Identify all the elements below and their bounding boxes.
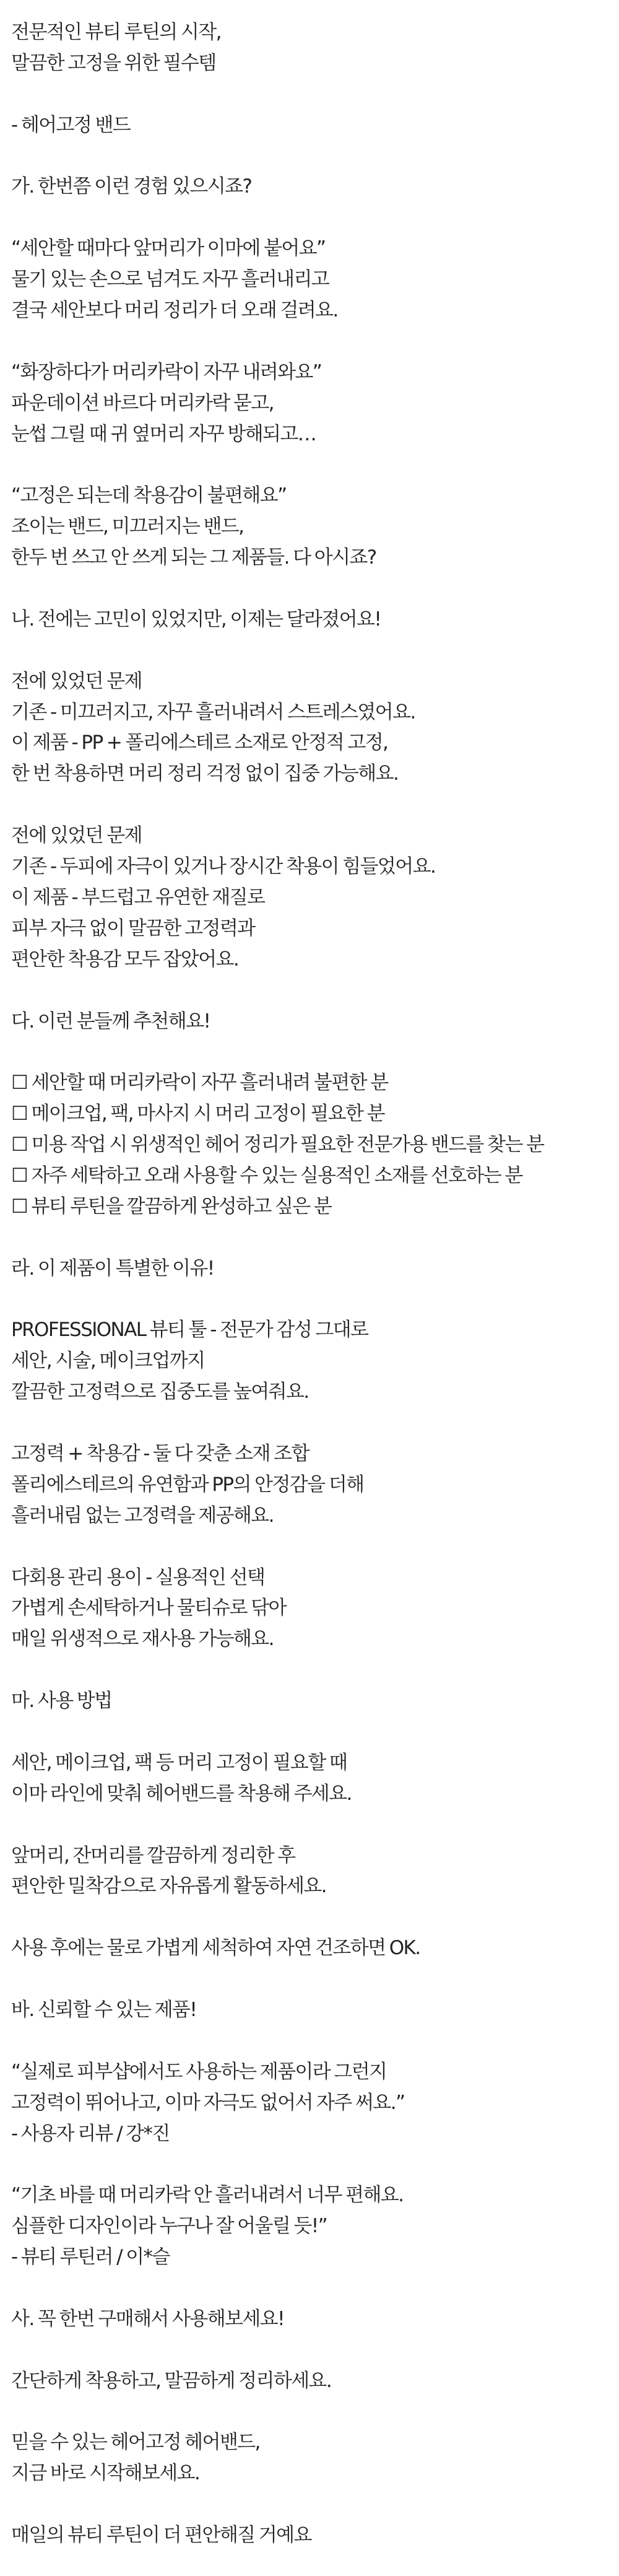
paragraph [11,1563,619,1656]
paragraph [11,666,619,790]
text-line: “실제로 피부샵에서도 사용하는 제품이라 그런지 [11,2060,387,2083]
text-line: 매일의 뷰티 루틴이 더 편안해질 거예요 [11,2524,311,2547]
text-line: ☐ 세안할 때 머리카락이 자꾸 흘러내려 불편한 분 [11,1072,388,1094]
text-line: 조이는 밴드, 미끄러지는 밴드, [11,515,244,538]
text-line: - 헤어고정 밴드 [11,113,131,136]
text-line: 앞머리, 잔머리를 깔끔하게 정리한 후 [11,1844,295,1867]
paragraph [11,234,619,326]
text-line: 말끔한 고정을 위한 필수템 [11,51,216,74]
paragraph [11,2520,619,2551]
paragraph [11,1748,619,1810]
text-line: 전문적인 뷰티 루틴의 시작, [11,21,221,43]
text-line: 한두 번 쓰고 안 쓰게 되는 그 제품들. 다 아시죠? [11,546,376,569]
text-line: 다. 이런 분들께 추천해요! [11,1010,210,1033]
paragraph [11,1439,619,1532]
text-line: 파운데이션 바르다 머리카락 묻고, [11,391,274,414]
text-line: - 뷰티 루틴러 / 이*슬 [11,2246,170,2269]
paragraph [11,1006,619,1037]
paragraph [11,2366,619,2397]
paragraph [11,605,619,635]
paragraph [11,1686,619,1717]
paragraph [11,1315,619,1408]
paragraph [11,2427,619,2489]
text-line: 나. 전에는 고민이 있었지만, 이제는 달라졌어요! [11,608,381,631]
paragraph [11,1254,619,1285]
text-line: 기존 - 미끄러지고, 자꾸 흘러내려서 스트레스였어요. [11,701,415,723]
text-line: 세안, 메이크업, 팩 등 머리 고정이 필요할 때 [11,1751,347,1774]
text-line: ☐ 뷰티 루틴을 깔끔하게 완성하고 싶은 분 [11,1195,332,1218]
text-line: 한 번 착용하면 머리 정리 걱정 없이 집중 가능해요. [11,762,399,785]
text-line: 이 제품 - 부드럽고 유연한 재질로 [11,886,265,909]
text-line: 가볍게 손세탁하거나 물티슈로 닦아 [11,1597,286,1620]
text-line: 편안한 착용감 모두 잡았어요. [11,948,239,971]
paragraph [11,357,619,450]
paragraph [11,172,619,203]
text-line: 사. 꼭 한번 구매해서 사용해보세요! [11,2307,284,2330]
text-line: 간단하게 착용하고, 말끔하게 정리하세요. [11,2369,332,2392]
text-line: 고정력 + 착용감 - 둘 다 갖춘 소재 조합 [11,1442,309,1465]
paragraph [11,1933,619,1964]
text-line: “화장하다가 머리카락이 자꾸 내려와요” [11,360,322,383]
paragraph [11,2180,619,2273]
text-line: 고정력이 뛰어나고, 이마 자극도 없어서 자주 써요.” [11,2091,405,2114]
text-line: 눈썹 그릴 때 귀 옆머리 자꾸 방해되고… [11,422,316,445]
text-line: 라. 이 제품이 특별한 이유! [11,1257,214,1280]
paragraph [11,481,619,574]
text-line: - 사용자 리뷰 / 강*진 [11,2122,170,2145]
text-line: 피부 자극 없이 말끔한 고정력과 [11,917,255,940]
text-line: “세안할 때마다 앞머리가 이마에 붙어요” [11,237,326,260]
text-line: 세안, 시술, 메이크업까지 [11,1350,205,1373]
text-line: 지금 바로 시작해보세요. [11,2462,200,2485]
text-line: “기초 바를 때 머리카락 안 흘러내려서 너무 편해요. [11,2184,404,2207]
paragraph [11,17,619,79]
text-line: 마. 사용 방법 [11,1690,112,1713]
text-line: 심플한 디자인이라 누구나 잘 어울릴 듯!” [11,2215,327,2238]
text-line: 기존 - 두피에 자극이 있거나 장시간 착용이 힘들었어요. [11,855,436,878]
text-line: 사용 후에는 물로 가볍게 세척하여 자연 건조하면 OK. [11,1937,420,1960]
paragraph [11,2304,619,2335]
text-line: 바. 신뢰할 수 있는 제품! [11,1999,197,2021]
text-line: 폴리에스테르의 유연함과 PP의 안정감을 더해 [11,1473,364,1496]
text-line: ☐ 자주 세탁하고 오래 사용할 수 있는 실용적인 소재를 선호하는 분 [11,1164,522,1187]
text-line: 가. 한번쯤 이런 경험 있으시죠? [11,175,252,198]
paragraph [11,2057,619,2150]
paragraph [11,110,619,141]
text-line: 전에 있었던 문제 [11,670,142,692]
paragraph [11,1841,619,1903]
text-line: 다회용 관리 용이 - 실용적인 선택 [11,1566,265,1589]
text-line: 이마 라인에 맞춰 헤어밴드를 착용해 주세요. [11,1782,352,1805]
text-line: 결국 세안보다 머리 정리가 더 오래 걸려요. [11,299,338,322]
paragraph [11,821,619,975]
text-line: 물기 있는 손으로 넘겨도 자꾸 흘러내리고 [11,268,329,291]
paragraph [11,1995,619,2026]
text-line: ☐ 미용 작업 시 위생적인 헤어 정리가 필요한 전문가용 밴드를 찾는 분 [11,1133,544,1156]
text-line: 이 제품 - PP + 폴리에스테르 소재로 안정적 고정, [11,731,388,754]
text-line: 매일 위생적으로 재사용 가능해요. [11,1628,274,1651]
text-line: 믿을 수 있는 헤어고정 헤어밴드, [11,2431,260,2454]
paragraph [11,1068,619,1222]
text-line: 편안한 밀착감으로 자유롭게 활동하세요. [11,1875,326,1898]
text-line: ☐ 메이크업, 팩, 마사지 시 머리 고정이 필요한 분 [11,1102,384,1125]
text-line: 흘러내림 없는 고정력을 제공해요. [11,1504,274,1527]
text-line: 깔끔한 고정력으로 집중도를 높여줘요. [11,1381,309,1404]
text-line: “고정은 되는데 착용감이 불편해요” [11,484,287,507]
text-line: 전에 있었던 문제 [11,824,142,847]
text-line: PROFESSIONAL 뷰티 툴 - 전문가 감성 그대로 [11,1319,368,1342]
